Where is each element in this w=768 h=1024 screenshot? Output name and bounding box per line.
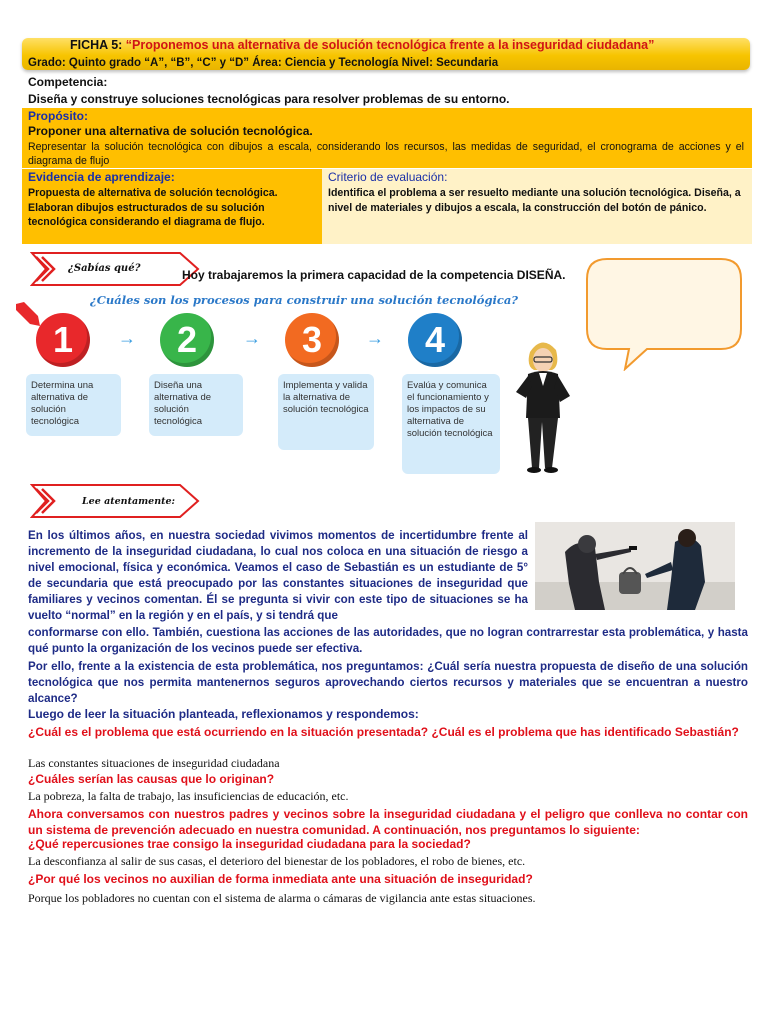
ficha-title: “Proponemos una alternativa de solución tecnológica frente a la inseguridad ciudadana” [125, 38, 655, 52]
lee-tag-label: Lee atentamente: [82, 496, 176, 507]
step-3-box: Implementa y valida la alternativa de solución tecnológica [278, 374, 374, 450]
page-title [70, 38, 654, 52]
step-2-box: Diseña una alternativa de solución tecnológica [149, 374, 243, 436]
sabias-text: Hoy trabajaremos la primera capacidad de la competencia DISEÑA. [182, 268, 566, 282]
pointer-arrow-icon [14, 300, 40, 326]
step-2-circle: 2 [160, 313, 214, 367]
answer-2: La pobreza, la falta de trabajo, las insuficiencias de educación, etc. [28, 789, 349, 803]
sabias-tag [30, 251, 200, 287]
grade-line: Grado: Quinto grado “A”, “B”, “C” y “D” Área: Ciencia y Tecnología Nivel: Secundaria [28, 57, 499, 69]
step-4-box: Evalúa y comunica el funcionamiento y los impactos de su alternativa de solución tecnológica [402, 374, 500, 474]
question-4: ¿Por qué los vecinos no auxilian de forma inmediata ante una situación de inseguridad? [28, 872, 533, 886]
answer-4: Porque los pobladores no cuentan con el sistema de alarma o cámaras de vigilancia ante estas situaciones. [28, 891, 536, 905]
reflect-instruction: Luego de leer la situación planteada, reflexionamos y respondemos: [28, 707, 419, 721]
teacher-illustration [512, 336, 574, 474]
criterio-label: Criterio de evaluación: [328, 170, 448, 184]
step-3-circle: 3 [285, 313, 339, 367]
evidencia-label: Evidencia de aprendizaje: [28, 170, 175, 184]
reading-paragraph-1: En los últimos años, en nuestra sociedad vivimos momentos de incertidumbre frente al incremento de la inseguridad ciudadana, lo cual nos coloca en una situación de riesgo a nivel emocional, física y económica. Veamos el caso de Sebastián es un estudiante de 5° de secundaria que está preocupado por las constantes situaciones de inseguridad que familiares y vecinos comentan. Él se pregunta si vivir con este tipo de situaciones se ha vuelto “normal” en la región y en el país, y si tendrá que [28, 529, 528, 623]
evidencia-text: Propuesta de alternativa de solución tecnológica. Elaboran dibujos estructurados de su solución tecnológica considerando el diagrama de flujo. [28, 187, 278, 228]
process-title: ¿Cuáles son los procesos para construir una solución tecnológica? [90, 293, 519, 307]
robbery-photo [535, 522, 735, 610]
sabias-tag-label: ¿Sabías qué? [68, 263, 141, 274]
step-1-box: Determina una alternativa de solución tecnológica [26, 374, 121, 436]
step-1-circle: 1 [36, 313, 90, 367]
flow-arrow-icon: → [366, 328, 384, 348]
competencia-label: Competencia: [28, 75, 108, 89]
answer-1: Las constantes situaciones de inseguridad ciudadana [28, 756, 280, 770]
question-3: ¿Qué repercusiones trae consigo la inseguridad ciudadana para la sociedad? [28, 837, 471, 851]
speech-bubble-icon [585, 257, 743, 371]
flow-arrow-icon: → [243, 328, 261, 348]
flow-arrow-icon: → [118, 328, 136, 348]
step-4-circle: 4 [408, 313, 462, 367]
lee-tag [30, 483, 200, 519]
criterio-text: Identifica el problema a ser resuelto mediante una solución tecnológica. Diseña, a nivel de materiales y dibujos a escala, la construcción del botón de pánico. [328, 187, 741, 214]
intro-question-3: Ahora conversamos con nuestros padres y vecinos sobre la inseguridad ciudadana y el peligro que conlleva no contar con un sistema de prevención adecuado en nuestra comunidad. A continuación, nos preguntamos lo siguiente: [28, 807, 748, 837]
proposito-title: Proponer una alternativa de solución tecnológica. [28, 124, 313, 138]
question-1: ¿Cuál es el problema que está ocurriendo en la situación presentada? ¿Cuál es el problema que has identificado Sebastián? [28, 725, 739, 739]
reading-paragraph-2: Por ello, frente a la existencia de esta problemática, nos preguntamos: ¿Cuál sería nuestra propuesta de diseño de una solución tecnológica que nos permita mantenernos seguros aprovechando ciertos recursos y materiales que se encuentran a nuestro alcance? [28, 660, 748, 705]
proposito-description: Representar la solución tecnológica con dibujos a escala, considerando los recursos, las medidas de seguridad, el cronograma de acciones y el diagrama de flujo [28, 141, 744, 167]
ficha-label: FICHA 5: [70, 38, 126, 52]
competencia-text: Diseña y construye soluciones tecnológicas para resolver problemas de su entorno. [28, 92, 510, 106]
proposito-label: Propósito: [28, 109, 88, 123]
reading-paragraph-1-cont: conformarse con ello. También, cuestiona las acciones de las autoridades, que no logran contrarrestar esta problemática, y hasta qué punto la organización de los vecinos puede ser efectiva. [28, 626, 748, 656]
question-2: ¿Cuáles serían las causas que lo originan? [28, 772, 275, 786]
answer-3: La desconfianza al salir de sus casas, el deterioro del bienestar de los pobladores, el robo de bienes, etc. [28, 854, 526, 868]
